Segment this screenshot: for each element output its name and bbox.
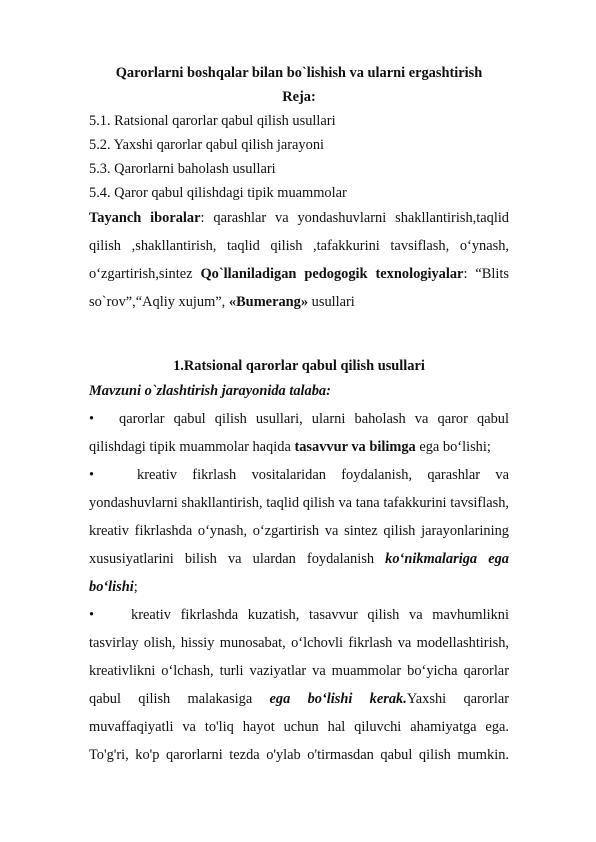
list-item-line: muvaffaqiyatli va to'liq hayot uchun hal qiluvchi ahamiyatga ega. bbox=[89, 719, 509, 735]
list-item: • kreativ fikrlash vositalaridan foydalanish, qarashlar va bbox=[89, 467, 509, 483]
list-item-line: kreativlikni o‘lchash, turli vaziyatlar va muammolar bo‘yicha qarorlar bbox=[89, 663, 509, 679]
keywords-line: qilish ,shakllantirish, taqlid qilish ,tafakkurini tavsiflash, o‘ynash, bbox=[89, 238, 509, 254]
bullet-icon: • bbox=[89, 607, 95, 623]
section-heading: 1.Ratsional qarorlar qabul qilish usullari bbox=[173, 358, 425, 374]
list-item-line: bo‘lishi; bbox=[89, 579, 138, 595]
plan-item: 5.2. Yaxshi qarorlar qabul qilish jarayoni bbox=[89, 137, 325, 153]
list-item-line: qilishdagi tipik muammolar haqida tasavvur va bilimga ega bo‘lishi; bbox=[89, 439, 491, 455]
document-title: Qarorlarni boshqalar bilan bo`lishish va ularni ergashtirish bbox=[115, 65, 483, 81]
list-item-line: tasvirlay olish, hissiy munosabat, o‘lchovli fikrlash va modellashtirish, bbox=[89, 635, 509, 651]
bullet-icon: • bbox=[89, 467, 95, 483]
plan-heading: Reja: bbox=[282, 89, 316, 105]
keywords-label: Tayanch iboralar bbox=[89, 210, 201, 226]
keywords-line: Tayanch iboralar: qarashlar va yondashuvlarni shakllantirish,taqlid bbox=[89, 210, 510, 226]
list-item-line: qabul qilish malakasiga ega bo‘lishi kerak.Yaxshi qarorlar bbox=[89, 691, 509, 707]
list-item: • qarorlar qabul qilish usullari, ularni baholash va qaror qabul bbox=[89, 411, 509, 427]
plan-item: 5.4. Qaror qabul qilishdagi tipik muammolar bbox=[89, 185, 347, 201]
list-item-line: To'g'ri, ko'p qarorlarni tezda o'ylab o'tirmasdan qabul qilish mumkin. bbox=[89, 747, 509, 763]
bullet-icon: • bbox=[89, 411, 95, 427]
list-item: • kreativ fikrlashda kuzatish, tasavvur qilish va mavhumlikni bbox=[89, 607, 509, 623]
plan-item: 5.1. Ratsional qarorlar qabul qilish usullari bbox=[89, 113, 336, 129]
keywords-line: o‘zgartirish,sintez Qo`llaniladigan pedogogik texnologiyalar: “Blits bbox=[89, 266, 509, 282]
list-item-line: yondashuvlarni shakllantirish, taqlid qilish va tana tafakkurini tavsiflash, bbox=[89, 495, 509, 511]
technologies-label: Qo`llaniladigan pedogogik texnologiyalar bbox=[200, 266, 464, 282]
list-item-line: kreativ fikrlashda o‘ynash, o‘zgartirish va sintez qilish jarayonlarining bbox=[89, 523, 509, 539]
list-item-line: xususiyatlarini bilish va ulardan foydalanish ko‘nikmalariga ega bbox=[89, 551, 509, 567]
subheading: Mavzuni o`zlashtirish jarayonida talaba: bbox=[89, 383, 331, 399]
keywords-line: so`rov”,“Aqliy xujum”, «Bumerang» usullari bbox=[89, 294, 355, 310]
plan-item: 5.3. Qarorlarni baholash usullari bbox=[89, 161, 276, 177]
